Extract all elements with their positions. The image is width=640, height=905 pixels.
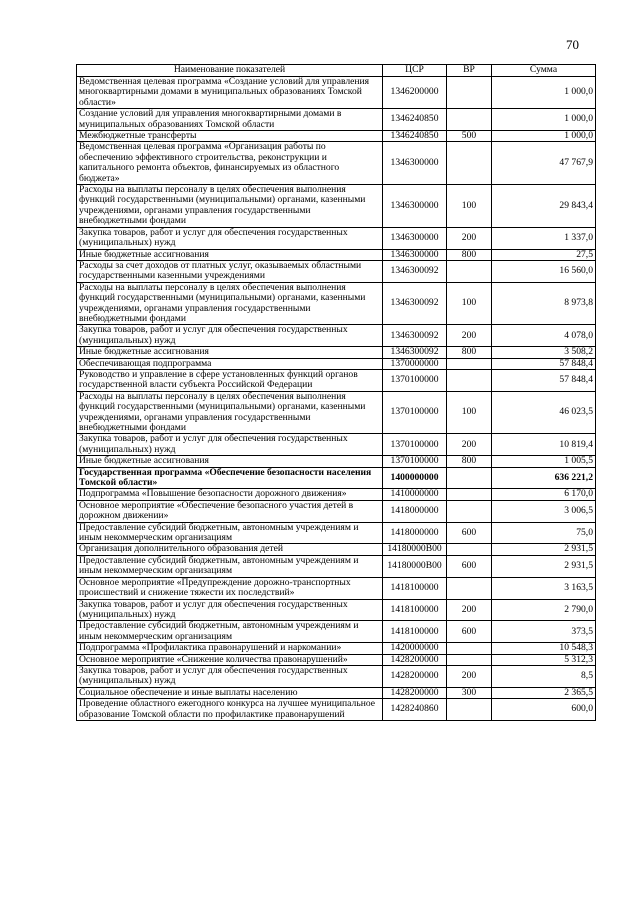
header-sum: Сумма xyxy=(492,65,596,77)
cell-csr: 1346300092 xyxy=(383,325,447,347)
cell-sum: 1 005,5 xyxy=(492,456,596,467)
cell-csr: 1346300000 xyxy=(383,185,447,228)
cell-name: Социальное обеспечение и иные выплаты населению xyxy=(77,687,383,698)
cell-vr xyxy=(447,500,492,522)
cell-vr xyxy=(447,109,492,131)
cell-name: Ведомственная целевая программа «Создание условий для управления многоквартирными домами в муниципальных образованиях Томской области» xyxy=(77,77,383,109)
cell-csr: 1346300092 xyxy=(383,347,447,358)
cell-name: Предоставление субсидий бюджетным, автономным учреждениям и иным некоммерческим организациям xyxy=(77,621,383,643)
cell-csr: 1346240850 xyxy=(383,131,447,142)
cell-sum: 10 548,3 xyxy=(492,643,596,654)
cell-name: Основное мероприятие «Обеспечение безопасного участия детей в дорожном движении» xyxy=(77,500,383,522)
cell-csr: 1370100000 xyxy=(383,456,447,467)
cell-csr: 1428200000 xyxy=(383,687,447,698)
cell-vr: 300 xyxy=(447,687,492,698)
cell-csr: 1418100000 xyxy=(383,621,447,643)
cell-sum: 46 023,5 xyxy=(492,391,596,434)
table-row xyxy=(77,260,596,282)
cell-name: Иные бюджетные ассигнования xyxy=(77,456,383,467)
cell-name: Закупка товаров, работ и услуг для обеспечения государственных (муниципальных) нужд xyxy=(77,434,383,456)
cell-csr: 1418100000 xyxy=(383,577,447,599)
table-row xyxy=(77,249,596,260)
cell-csr: 1370000000 xyxy=(383,358,447,369)
header-vr: ВР xyxy=(447,65,492,77)
cell-sum: 4 078,0 xyxy=(492,325,596,347)
cell-csr: 14180000В00 xyxy=(383,555,447,577)
cell-name: Предоставление субсидий бюджетным, автономным учреждениям и иным некоммерческим организациям xyxy=(77,522,383,544)
cell-name: Закупка товаров, работ и услуг для обеспечения государственных (муниципальных) нужд xyxy=(77,599,383,621)
cell-sum: 10 819,4 xyxy=(492,434,596,456)
budget-table xyxy=(76,64,596,721)
cell-name: Расходы на выплаты персоналу в целях обеспечения выполнения функций государственными (муниципальными) органами, казенными учреждениями, органами управления государственными внебюджетными фондами xyxy=(77,185,383,228)
cell-sum: 29 843,4 xyxy=(492,185,596,228)
cell-csr: 1346240850 xyxy=(383,109,447,131)
cell-vr: 200 xyxy=(447,599,492,621)
cell-vr: 200 xyxy=(447,434,492,456)
cell-name: Закупка товаров, работ и услуг для обеспечения государственных (муниципальных) нужд xyxy=(77,325,383,347)
cell-csr: 1428240860 xyxy=(383,699,447,721)
cell-sum: 1 000,0 xyxy=(492,131,596,142)
table-row xyxy=(77,522,596,544)
cell-name: Иные бюджетные ассигнования xyxy=(77,347,383,358)
cell-sum: 600,0 xyxy=(492,699,596,721)
cell-vr xyxy=(447,467,492,489)
cell-vr xyxy=(447,577,492,599)
cell-sum: 27,5 xyxy=(492,249,596,260)
table-row xyxy=(77,142,596,185)
table-row xyxy=(77,555,596,577)
cell-name: Иные бюджетные ассигнования xyxy=(77,249,383,260)
cell-vr: 800 xyxy=(447,347,492,358)
cell-vr xyxy=(447,544,492,555)
cell-vr: 100 xyxy=(447,282,492,325)
cell-name: Проведение областного ежегодного конкурса на лучшее муниципальное образование Томской области по профилактике правонарушений xyxy=(77,699,383,721)
cell-sum: 1 337,0 xyxy=(492,227,596,249)
table-row xyxy=(77,77,596,109)
table-row xyxy=(77,391,596,434)
cell-vr xyxy=(447,654,492,665)
cell-csr: 1428200000 xyxy=(383,654,447,665)
cell-csr: 1346300000 xyxy=(383,142,447,185)
cell-csr: 1346300000 xyxy=(383,249,447,260)
cell-name: Основное мероприятие «Предупреждение дорожно-транспортных происшествий и снижение тяжести их последствий» xyxy=(77,577,383,599)
cell-name: Расходы за счет доходов от платных услуг, оказываемых областными государственными казенными учреждениями xyxy=(77,260,383,282)
cell-vr: 200 xyxy=(447,325,492,347)
table-row xyxy=(77,109,596,131)
cell-sum: 57 848,4 xyxy=(492,369,596,391)
table-row xyxy=(77,643,596,654)
cell-vr: 600 xyxy=(447,621,492,643)
table-row xyxy=(77,699,596,721)
cell-vr: 800 xyxy=(447,456,492,467)
cell-name: Государственная программа «Обеспечение безопасности населения Томской области» xyxy=(77,467,383,489)
cell-vr: 100 xyxy=(447,391,492,434)
cell-sum: 2 931,5 xyxy=(492,555,596,577)
cell-sum: 373,5 xyxy=(492,621,596,643)
table-header-row xyxy=(77,65,596,77)
table-row xyxy=(77,358,596,369)
table-row xyxy=(77,185,596,228)
cell-csr: 1370100000 xyxy=(383,391,447,434)
cell-vr: 600 xyxy=(447,555,492,577)
cell-vr xyxy=(447,643,492,654)
table-row xyxy=(77,599,596,621)
cell-sum: 3 006,5 xyxy=(492,500,596,522)
cell-sum: 8,5 xyxy=(492,665,596,687)
cell-csr: 1418000000 xyxy=(383,500,447,522)
table-row xyxy=(77,131,596,142)
cell-csr: 1346300092 xyxy=(383,260,447,282)
cell-name: Создание условий для управления многоквартирными домами в муниципальных образованиях Томской области xyxy=(77,109,383,131)
table-row xyxy=(77,227,596,249)
cell-sum: 47 767,9 xyxy=(492,142,596,185)
cell-csr: 1400000000 xyxy=(383,467,447,489)
cell-sum: 1 000,0 xyxy=(492,109,596,131)
cell-name: Межбюджетные трансферты xyxy=(77,131,383,142)
table-row xyxy=(77,654,596,665)
table-body xyxy=(77,77,596,721)
cell-csr: 1370100000 xyxy=(383,369,447,391)
table-row xyxy=(77,325,596,347)
table-row xyxy=(77,687,596,698)
cell-vr xyxy=(447,260,492,282)
cell-sum: 5 312,3 xyxy=(492,654,596,665)
page-number: 70 xyxy=(566,37,579,52)
cell-sum: 2 790,0 xyxy=(492,599,596,621)
table-row xyxy=(77,500,596,522)
table-row xyxy=(77,456,596,467)
cell-sum: 6 170,0 xyxy=(492,489,596,500)
cell-csr: 1410000000 xyxy=(383,489,447,500)
table-row xyxy=(77,467,596,489)
cell-name: Руководство и управление в сфере установленных функций органов государственной власти субъекта Российской Федерации xyxy=(77,369,383,391)
cell-csr: 1428200000 xyxy=(383,665,447,687)
cell-csr: 1346300092 xyxy=(383,282,447,325)
cell-name: Предоставление субсидий бюджетным, автономным учреждениям и иным некоммерческим организациям xyxy=(77,555,383,577)
cell-vr: 800 xyxy=(447,249,492,260)
cell-sum: 2 365,5 xyxy=(492,687,596,698)
cell-vr: 200 xyxy=(447,227,492,249)
cell-csr: 1370100000 xyxy=(383,434,447,456)
table-row xyxy=(77,369,596,391)
cell-csr: 1418100000 xyxy=(383,599,447,621)
cell-sum: 2 931,5 xyxy=(492,544,596,555)
table-row xyxy=(77,665,596,687)
cell-name: Закупка товаров, работ и услуг для обеспечения государственных (муниципальных) нужд xyxy=(77,665,383,687)
cell-sum: 3 163,5 xyxy=(492,577,596,599)
cell-csr: 1420000000 xyxy=(383,643,447,654)
cell-sum: 8 973,8 xyxy=(492,282,596,325)
cell-vr xyxy=(447,369,492,391)
cell-csr: 1418000000 xyxy=(383,522,447,544)
cell-vr xyxy=(447,77,492,109)
cell-sum: 16 560,0 xyxy=(492,260,596,282)
cell-csr: 1346200000 xyxy=(383,77,447,109)
header-csr: ЦСР xyxy=(383,65,447,77)
cell-vr: 200 xyxy=(447,665,492,687)
cell-vr: 500 xyxy=(447,131,492,142)
cell-sum: 57 848,4 xyxy=(492,358,596,369)
cell-name: Расходы на выплаты персоналу в целях обеспечения выполнения функций государственными (муниципальными) органами, казенными учреждениями, органами управления государственными внебюджетными фондами xyxy=(77,282,383,325)
cell-name: Организация дополнительного образования детей xyxy=(77,544,383,555)
cell-vr: 600 xyxy=(447,522,492,544)
table-row xyxy=(77,621,596,643)
header-name: Наименование показателей xyxy=(77,65,383,77)
table-row xyxy=(77,489,596,500)
cell-vr xyxy=(447,699,492,721)
table-row xyxy=(77,434,596,456)
cell-name: Закупка товаров, работ и услуг для обеспечения государственных (муниципальных) нужд xyxy=(77,227,383,249)
cell-name: Подпрограмма «Профилактика правонарушений и наркомании» xyxy=(77,643,383,654)
cell-vr xyxy=(447,142,492,185)
cell-vr xyxy=(447,358,492,369)
cell-sum: 75,0 xyxy=(492,522,596,544)
cell-name: Расходы на выплаты персоналу в целях обеспечения выполнения функций государственными (муниципальными) органами, казенными учреждениями, органами управления государственными внебюджетными фондами xyxy=(77,391,383,434)
cell-name: Обеспечивающая подпрограмма xyxy=(77,358,383,369)
cell-name: Основное мероприятие «Снижение количества правонарушений» xyxy=(77,654,383,665)
cell-sum: 3 508,2 xyxy=(492,347,596,358)
cell-csr: 14180000В00 xyxy=(383,544,447,555)
cell-name: Подпрограмма «Повышение безопасности дорожного движения» xyxy=(77,489,383,500)
cell-vr xyxy=(447,489,492,500)
table-row xyxy=(77,577,596,599)
cell-csr: 1346300000 xyxy=(383,227,447,249)
table-row xyxy=(77,544,596,555)
cell-name: Ведомственная целевая программа «Организация работы по обеспечению эффективного строительства, реконструкции и капитального ремонта объектов, финансируемых из областного бюджета» xyxy=(77,142,383,185)
cell-sum: 636 221,2 xyxy=(492,467,596,489)
cell-sum: 1 000,0 xyxy=(492,77,596,109)
cell-vr: 100 xyxy=(447,185,492,228)
table-row xyxy=(77,347,596,358)
table-row xyxy=(77,282,596,325)
